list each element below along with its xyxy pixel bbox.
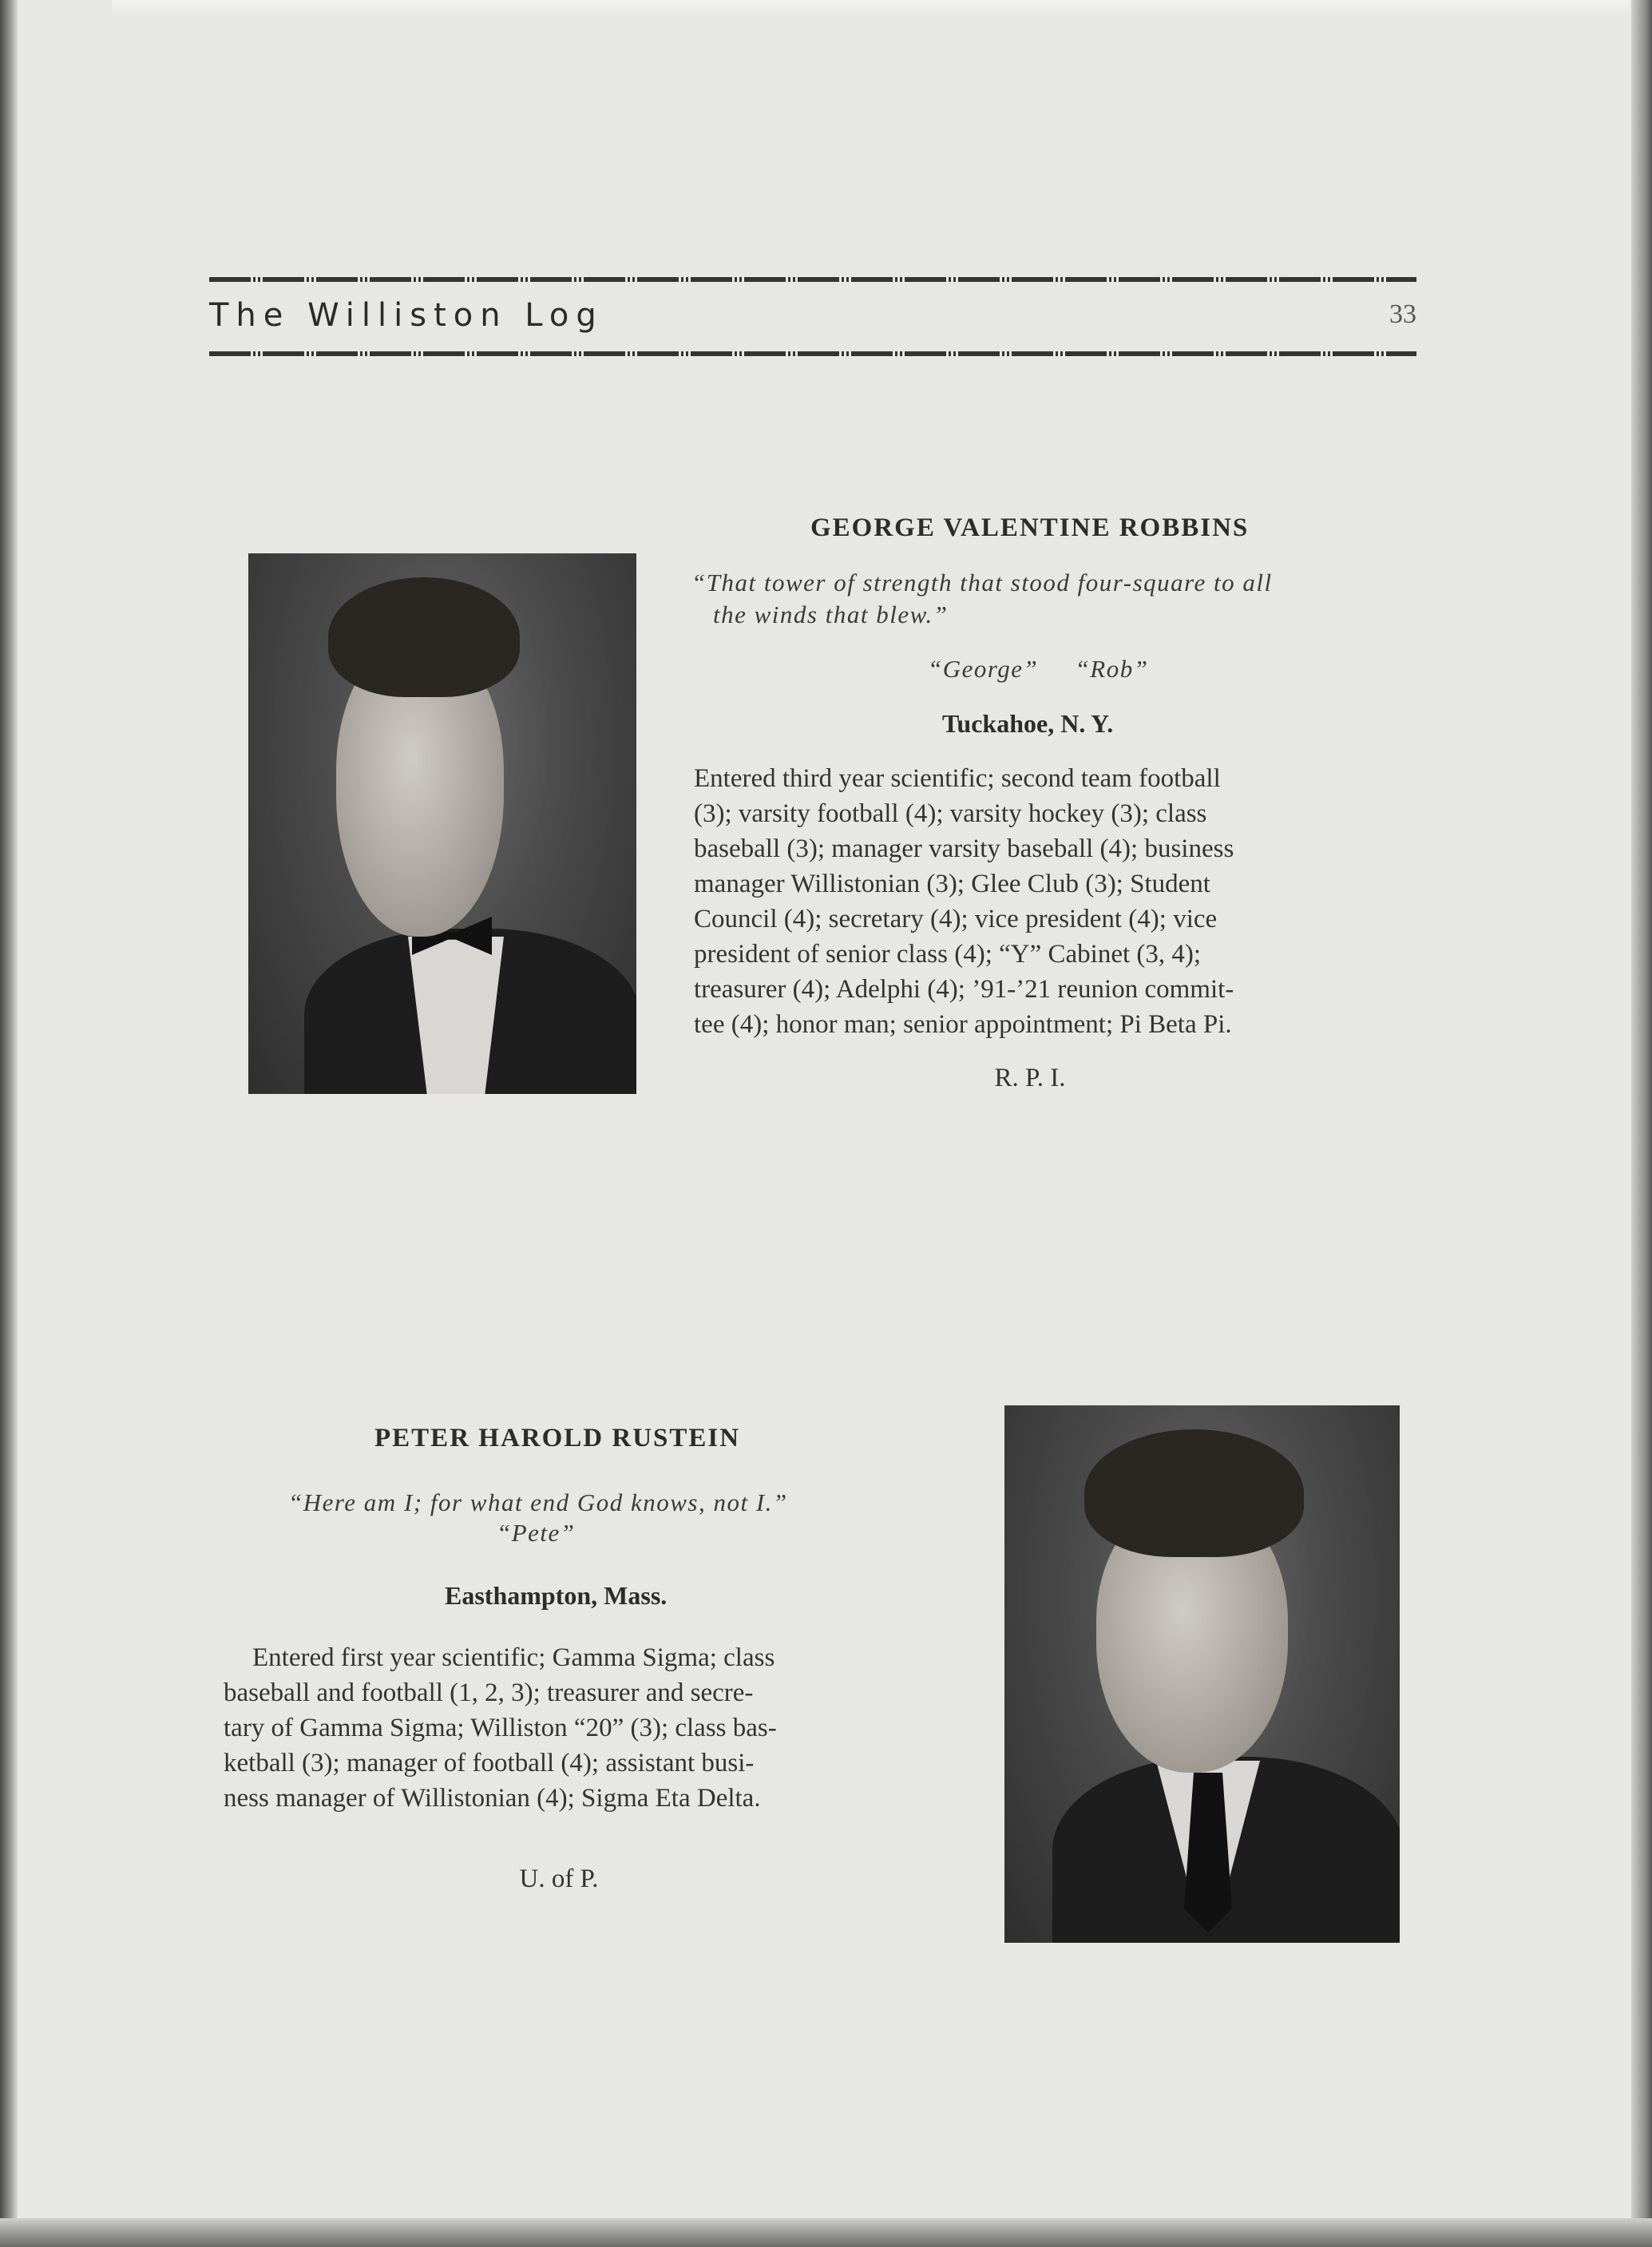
bio-line: ness manager of Willistonian (4); Sigma Eta Delta. bbox=[224, 1784, 761, 1813]
bio-line: (3); varsity football (4); varsity hockey (3); class bbox=[694, 799, 1207, 828]
book-spine-shadow bbox=[0, 0, 18, 2247]
entry-1-name: GEORGE VALENTINE ROBBINS bbox=[810, 513, 1250, 542]
header-rule-bottom bbox=[209, 351, 1416, 356]
portrait-photo-robbins bbox=[248, 553, 636, 1094]
running-head: The Williston Log bbox=[209, 297, 604, 334]
page-number: 33 bbox=[1389, 299, 1416, 329]
bio-line: president of senior class (4); “Y” Cabinet (3, 4); bbox=[694, 940, 1202, 969]
entry-1-nicknames: “George” “Rob” bbox=[928, 655, 1149, 683]
entry-2-quote: “Here am I; for what end God knows, not I.” bbox=[288, 1488, 788, 1516]
bio-line: Entered first year scientific; Gamma Sigma; class bbox=[252, 1643, 775, 1672]
page-right-edge bbox=[1631, 0, 1652, 2247]
entry-1-college: R. P. I. bbox=[994, 1064, 1066, 1092]
entry-1-bio bbox=[694, 761, 1416, 1042]
entry-1-quote-line-1: “That tower of strength that stood four-square to all bbox=[691, 569, 1273, 596]
entry-2-hometown: Easthampton, Mass. bbox=[445, 1581, 668, 1610]
page-bottom-edge bbox=[0, 2218, 1652, 2247]
bio-line: manager Willistonian (3); Glee Club (3); Student bbox=[694, 870, 1210, 898]
entry-1-hometown: Tuckahoe, N. Y. bbox=[942, 709, 1114, 738]
page-top-edge bbox=[112, 0, 1629, 18]
entry-1-quote-line-2: the winds that blew.” bbox=[713, 600, 949, 628]
bio-line: ketball (3); manager of football (4); assistant busi- bbox=[224, 1749, 755, 1777]
bio-line: baseball (3); manager varsity baseball (4); business bbox=[694, 834, 1234, 863]
entry-2-bio bbox=[224, 1640, 945, 1816]
entry-2-nicknames: “Pete” bbox=[497, 1519, 576, 1547]
header-rule-top bbox=[209, 277, 1416, 282]
bio-line: treasurer (4); Adelphi (4); ’91-’21 reunion commit- bbox=[694, 975, 1234, 1004]
portrait-photo-rustein bbox=[1004, 1405, 1400, 1943]
entry-2-name: PETER HAROLD RUSTEIN bbox=[374, 1424, 741, 1452]
bio-line: Council (4); secretary (4); vice president (4); vice bbox=[694, 905, 1218, 933]
bio-line: baseball and football (1, 2, 3); treasurer and secre- bbox=[224, 1678, 754, 1707]
entry-2-college: U. of P. bbox=[519, 1865, 599, 1893]
bio-line: Entered third year scientific; second team football bbox=[694, 764, 1221, 793]
bio-line: tary of Gamma Sigma; Williston “20” (3); class bas- bbox=[224, 1714, 777, 1742]
bio-line: tee (4); honor man; senior appointment; Pi Beta Pi. bbox=[694, 1010, 1232, 1039]
